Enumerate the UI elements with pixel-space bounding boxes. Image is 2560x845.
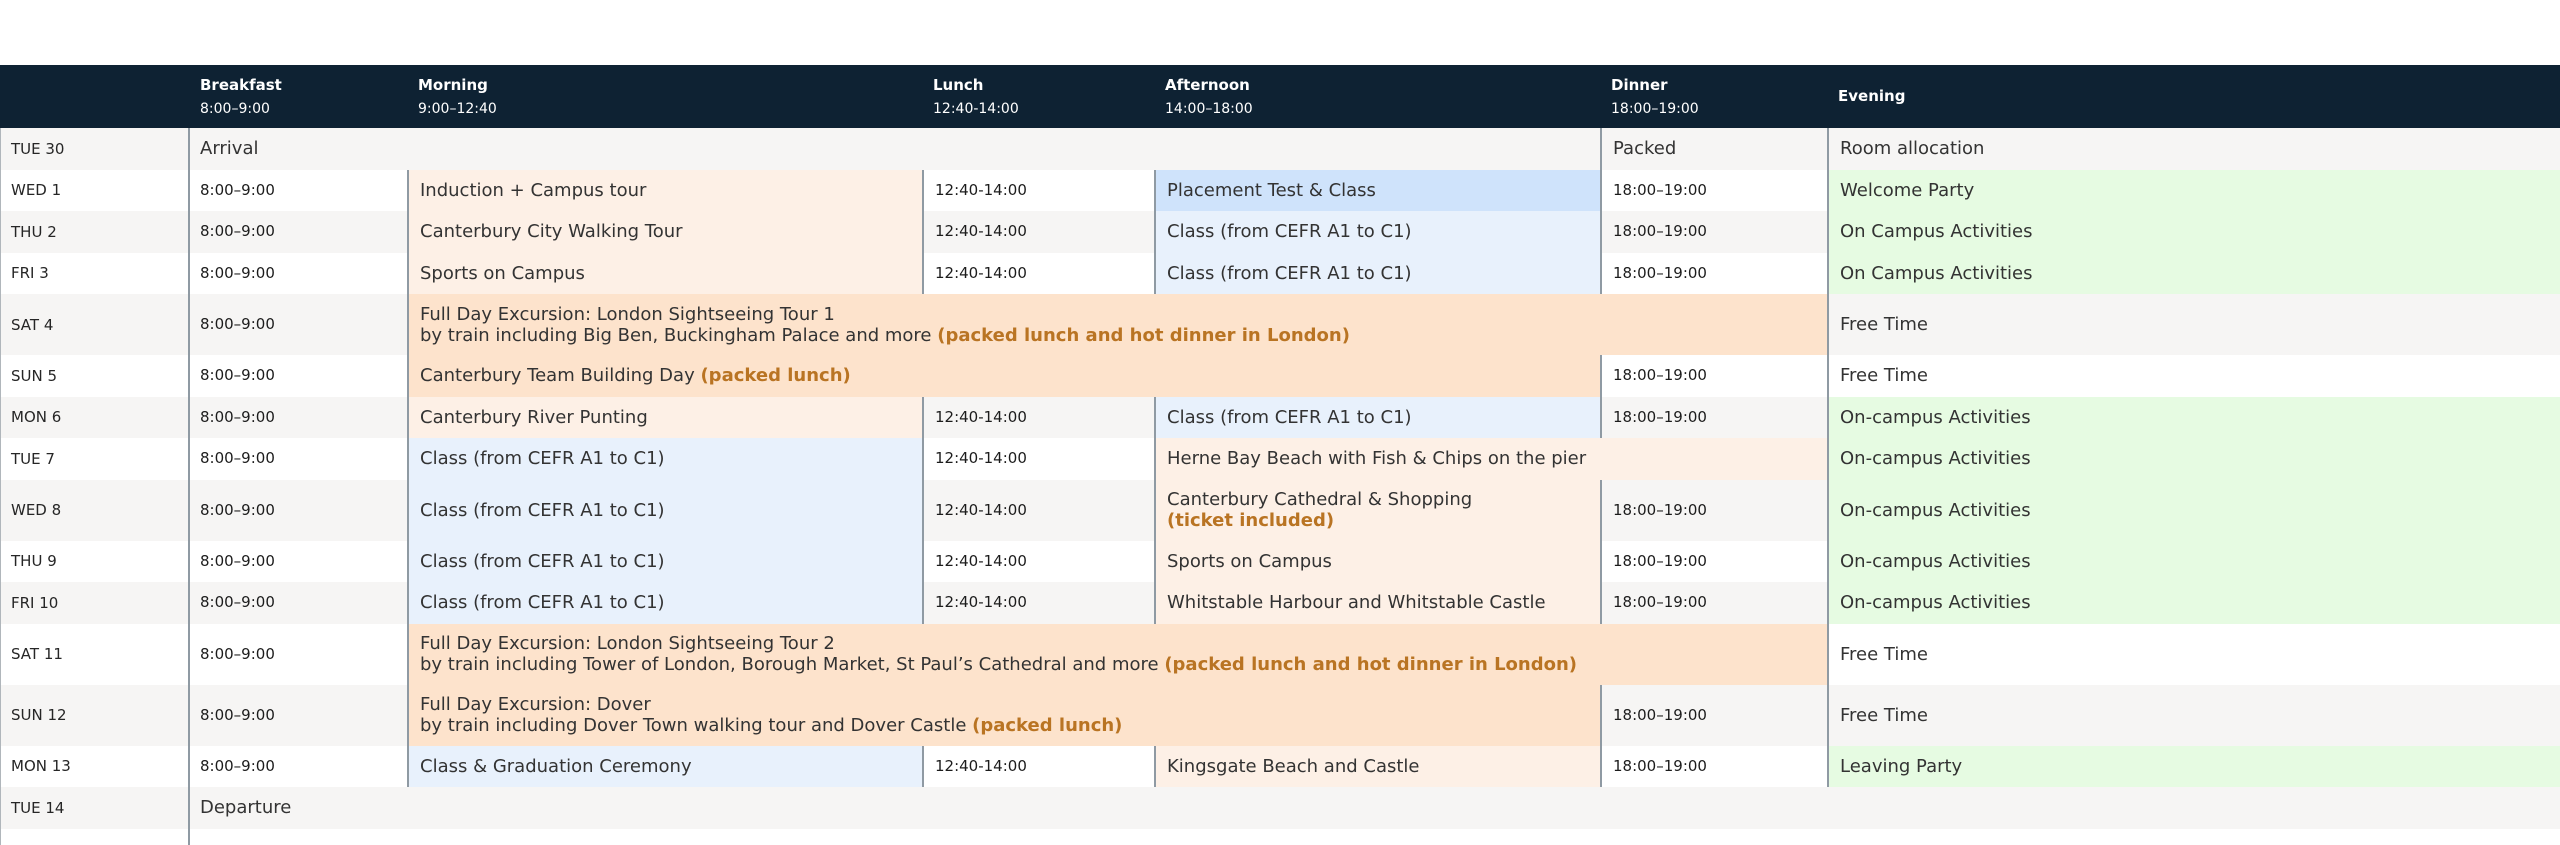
cell-text-second xyxy=(420,654,1827,675)
cell-highlight: (packed lunch and hot dinner in London) xyxy=(937,324,1350,346)
cell-text xyxy=(935,263,1154,284)
cell-text xyxy=(200,263,407,284)
cell-highlight: (packed lunch) xyxy=(700,365,851,387)
activity-cell xyxy=(1827,211,2560,253)
time-cell xyxy=(922,170,1154,212)
activity-cell xyxy=(1827,480,2560,541)
cell-text-main: 8:00–9:00 xyxy=(200,644,275,663)
cell-text xyxy=(200,407,407,428)
activity-cell xyxy=(1827,746,2560,788)
table-row xyxy=(0,787,2560,829)
cell-text xyxy=(1167,407,1600,428)
day-label: MON 6 xyxy=(11,408,62,427)
cell-text xyxy=(200,705,407,726)
cell-text xyxy=(1613,500,1827,521)
activity-cell xyxy=(407,294,1827,355)
cell-text xyxy=(200,797,2560,818)
time-cell xyxy=(1600,355,1827,397)
cell-text xyxy=(1840,365,2560,386)
cell-text-second xyxy=(420,325,1827,346)
cell-text-main: Herne Bay Beach with Fish & Chips on the pier xyxy=(1167,448,1587,470)
cell-text xyxy=(1840,263,2560,284)
time-cell xyxy=(189,253,407,295)
cell-text-main: 8:00–9:00 xyxy=(200,551,275,570)
header-col-lunch xyxy=(933,65,1154,128)
table-row xyxy=(0,624,2560,685)
cell-text-detail: by train including Dover Town walking tour and Dover Castle xyxy=(420,715,973,736)
cell-text-main: Full Day Excursion: London Sightseeing Tour 1 xyxy=(420,303,835,325)
activity-cell xyxy=(407,170,922,212)
table-left-border xyxy=(0,128,1,845)
time-cell xyxy=(1600,211,1827,253)
cell-text-main: Canterbury Cathedral & Shopping xyxy=(1167,489,1473,510)
time-cell xyxy=(922,541,1154,583)
cell-text xyxy=(1613,180,1827,201)
table-row xyxy=(0,253,2560,295)
cell-text-main: Arrival xyxy=(200,138,259,160)
cell-text-main: On-campus Activities xyxy=(1840,406,2031,428)
time-cell xyxy=(922,438,1154,480)
cell-text-main: Class & Graduation Ceremony xyxy=(420,755,692,777)
cell-text-second xyxy=(420,715,1600,736)
activity-cell xyxy=(407,211,922,253)
cell-text xyxy=(420,448,922,469)
activity-cell xyxy=(407,541,922,583)
activity-cell xyxy=(407,355,1600,397)
activity-cell xyxy=(189,128,1600,170)
activity-cell xyxy=(1827,355,2560,397)
cell-text-main: On-campus Activities xyxy=(1840,592,2031,614)
cell-text-main: Room allocation xyxy=(1840,138,1985,160)
cell-text xyxy=(1613,263,1827,284)
day-column-divider xyxy=(188,128,190,845)
cell-text-main: Sports on Campus xyxy=(420,262,585,284)
time-cell xyxy=(922,480,1154,541)
cell-text-main: Class (from CEFR A1 to C1) xyxy=(1167,406,1412,428)
activity-cell xyxy=(1154,170,1600,212)
cell-text-main: On-campus Activities xyxy=(1840,448,2031,470)
cell-text xyxy=(1840,407,2560,428)
cell-text-main: On Campus Activities xyxy=(1840,221,2033,243)
cell-text xyxy=(1840,705,2560,726)
cell-text-main: Canterbury City Walking Tour xyxy=(420,221,683,243)
day-label: WED 8 xyxy=(11,501,62,519)
day-label: THU 9 xyxy=(11,552,57,571)
cell-text xyxy=(420,304,1827,325)
cell-text-main: Class (from CEFR A1 to C1) xyxy=(420,448,665,470)
cell-text-main: 8:00–9:00 xyxy=(200,593,275,612)
header-col-dinner xyxy=(1611,65,1827,128)
activity-cell xyxy=(407,685,1600,746)
table-row xyxy=(0,480,2560,541)
cell-text-main: Whitstable Harbour and Whitstable Castle xyxy=(1167,592,1546,614)
activity-cell xyxy=(1827,685,2560,746)
cell-text-main: Free Time xyxy=(1840,704,1928,726)
header-title: Dinner xyxy=(1611,76,1668,94)
cell-text-main: 12:40-14:00 xyxy=(935,500,1027,519)
cell-highlight: (ticket included) xyxy=(1167,510,1335,531)
cell-text-main: Welcome Party xyxy=(1840,179,1975,201)
cell-text-main: Canterbury Team Building Day xyxy=(420,365,701,387)
time-cell xyxy=(189,480,407,541)
cell-text xyxy=(1167,448,1827,469)
cell-text-main: Leaving Party xyxy=(1840,755,1963,777)
cell-text xyxy=(200,644,407,665)
cell-text-main: 18:00–19:00 xyxy=(1613,705,1707,724)
time-cell xyxy=(189,211,407,253)
cell-text xyxy=(1840,756,2560,777)
cell-text xyxy=(1613,705,1827,726)
table-row xyxy=(0,438,2560,480)
header-title: Morning xyxy=(418,76,488,94)
day-label: FRI 3 xyxy=(11,264,49,283)
cell-text xyxy=(1167,592,1600,613)
day-label: SUN 5 xyxy=(11,366,58,385)
cell-text-main: 8:00–9:00 xyxy=(200,180,275,199)
cell-text xyxy=(200,365,407,386)
cell-text xyxy=(420,633,1827,654)
cell-text-main: 12:40-14:00 xyxy=(935,407,1027,426)
time-cell xyxy=(1600,582,1827,624)
cell-text-main: Class (from CEFR A1 to C1) xyxy=(1167,221,1412,243)
cell-text xyxy=(1613,551,1827,572)
cell-text-main: 8:00–9:00 xyxy=(200,756,275,775)
day-label: SAT 11 xyxy=(11,645,63,663)
cell-text-main: Class (from CEFR A1 to C1) xyxy=(420,592,665,614)
cell-text xyxy=(420,756,922,777)
activity-cell xyxy=(1827,582,2560,624)
cell-text xyxy=(1613,756,1827,777)
time-cell xyxy=(189,294,407,355)
cell-text-main: Free Time xyxy=(1840,314,1928,335)
day-label: MON 13 xyxy=(11,757,71,776)
time-cell xyxy=(189,685,407,746)
cell-text-main: 18:00–19:00 xyxy=(1613,551,1707,570)
cell-text xyxy=(420,500,922,521)
activity-cell xyxy=(407,582,922,624)
cell-text xyxy=(1840,500,2560,521)
activity-cell xyxy=(407,397,922,439)
time-cell xyxy=(1600,170,1827,212)
cell-text-main: 18:00–19:00 xyxy=(1613,593,1707,612)
header-col-morning xyxy=(418,65,922,128)
cell-text-main: Departure xyxy=(200,797,292,819)
activity-cell xyxy=(1154,480,1600,541)
cell-text xyxy=(200,592,407,613)
table-row xyxy=(0,294,2560,355)
activity-cell xyxy=(1154,746,1600,788)
cell-text xyxy=(420,407,922,428)
header-col-evening xyxy=(1838,65,2560,128)
header-col-day xyxy=(11,65,189,128)
cell-text xyxy=(420,551,922,572)
activity-cell xyxy=(1827,253,2560,295)
day-label: SUN 12 xyxy=(11,706,67,724)
cell-text xyxy=(200,138,1600,159)
cell-text-main: 8:00–9:00 xyxy=(200,315,275,333)
cell-text xyxy=(420,263,922,284)
activity-cell xyxy=(1600,128,1827,170)
activity-cell xyxy=(1827,128,2560,170)
cell-text xyxy=(1840,644,2560,665)
day-label: TUE 14 xyxy=(11,798,65,817)
cell-highlight: (packed lunch and hot dinner in London) xyxy=(1164,654,1578,675)
cell-text xyxy=(935,180,1154,201)
header-title: Evening xyxy=(1838,87,1906,105)
cell-text xyxy=(1840,551,2560,572)
cell-text xyxy=(420,592,922,613)
header-title: Afternoon xyxy=(1165,76,1250,94)
activity-cell xyxy=(407,624,1827,685)
time-cell xyxy=(1600,746,1827,788)
activity-cell xyxy=(407,480,922,541)
cell-text xyxy=(1167,489,1600,510)
cell-text xyxy=(420,365,1600,386)
cell-text-main: 8:00–9:00 xyxy=(200,500,275,519)
header-time: 14:00–18:00 xyxy=(1165,101,1253,117)
header-title: Breakfast xyxy=(200,76,282,94)
cell-text-main: Full Day Excursion: London Sightseeing Tour 2 xyxy=(420,633,835,654)
day-label: THU 2 xyxy=(11,222,57,241)
cell-text-main: 8:00–9:00 xyxy=(200,705,275,724)
table-row xyxy=(0,685,2560,746)
cell-text xyxy=(935,407,1154,428)
time-cell xyxy=(922,253,1154,295)
cell-text-main: 18:00–19:00 xyxy=(1613,756,1707,775)
cell-text-main: 18:00–19:00 xyxy=(1613,407,1707,426)
cell-text-main: Induction + Campus tour xyxy=(420,179,647,201)
activity-cell xyxy=(1827,438,2560,480)
activity-cell xyxy=(189,787,2560,829)
time-cell xyxy=(189,746,407,788)
cell-text xyxy=(1613,365,1827,386)
cell-text xyxy=(935,500,1154,521)
cell-text xyxy=(1840,448,2560,469)
cell-text-main: 18:00–19:00 xyxy=(1613,180,1707,199)
cell-text xyxy=(935,592,1154,613)
header-time: 12:40-14:00 xyxy=(933,101,1019,117)
cell-text xyxy=(1613,592,1827,613)
time-cell xyxy=(1600,480,1827,541)
cell-text-main: 12:40-14:00 xyxy=(935,593,1027,612)
cell-text xyxy=(1840,221,2560,242)
table-row xyxy=(0,397,2560,439)
table-row xyxy=(0,746,2560,788)
cell-text xyxy=(1840,180,2560,201)
time-cell xyxy=(189,355,407,397)
cell-text xyxy=(1167,263,1600,284)
schedule-table xyxy=(0,65,2560,845)
header-col-breakfast xyxy=(200,65,407,128)
table-row xyxy=(0,170,2560,212)
header-time: 9:00–12:40 xyxy=(418,101,497,117)
cell-text xyxy=(1167,756,1600,777)
day-label: TUE 7 xyxy=(11,449,55,468)
activity-cell xyxy=(1827,541,2560,583)
activity-cell xyxy=(1154,397,1600,439)
cell-text-main: Sports on Campus xyxy=(1167,550,1332,572)
cell-text-main: 12:40-14:00 xyxy=(935,756,1027,775)
activity-cell xyxy=(407,253,922,295)
cell-text-main: Class (from CEFR A1 to C1) xyxy=(1167,262,1412,284)
day-label: TUE 30 xyxy=(11,139,65,158)
cell-highlight: (packed lunch) xyxy=(972,715,1123,736)
cell-text-main: Class (from CEFR A1 to C1) xyxy=(420,499,665,521)
cell-text xyxy=(1167,551,1600,572)
cell-text-main: 18:00–19:00 xyxy=(1613,500,1707,519)
time-cell xyxy=(189,624,407,685)
cell-text-main: Canterbury River Punting xyxy=(420,406,648,428)
time-cell xyxy=(189,582,407,624)
cell-text-main: Kingsgate Beach and Castle xyxy=(1167,755,1420,777)
cell-text xyxy=(200,551,407,572)
activity-cell xyxy=(1154,438,1827,480)
time-cell xyxy=(189,541,407,583)
cell-text-main: Free Time xyxy=(1840,643,1928,665)
cell-text xyxy=(1167,221,1600,242)
time-cell xyxy=(189,438,407,480)
cell-text xyxy=(1613,407,1827,428)
time-cell xyxy=(1600,685,1827,746)
table-row xyxy=(0,541,2560,583)
cell-text xyxy=(200,448,407,469)
activity-cell xyxy=(1154,211,1600,253)
cell-text-detail: by train including Tower of London, Borough Market, St Paul’s Cathedral and more xyxy=(420,654,1165,675)
cell-text-main: 12:40-14:00 xyxy=(935,449,1027,468)
table-row xyxy=(0,211,2560,253)
activity-cell xyxy=(1154,582,1600,624)
day-label: WED 1 xyxy=(11,181,62,200)
cell-text-detail: by train including Big Ben, Buckingham Palace and more xyxy=(420,324,938,346)
cell-text-main: On-campus Activities xyxy=(1840,550,2031,572)
cell-text-main: 8:00–9:00 xyxy=(200,366,275,385)
cell-text-main: 12:40-14:00 xyxy=(935,551,1027,570)
cell-text xyxy=(935,221,1154,242)
cell-text-main: 8:00–9:00 xyxy=(200,222,275,241)
cell-text-main: 18:00–19:00 xyxy=(1613,263,1707,282)
cell-text-main: Packed xyxy=(1613,138,1677,160)
cell-text-main: 8:00–9:00 xyxy=(200,407,275,426)
cell-text-main: Free Time xyxy=(1840,365,1928,387)
cell-text xyxy=(1167,180,1600,201)
cell-text xyxy=(1840,592,2560,613)
cell-text-main: Class (from CEFR A1 to C1) xyxy=(420,550,665,572)
cell-text xyxy=(420,180,922,201)
cell-text xyxy=(1840,138,2560,159)
cell-text-main: On-campus Activities xyxy=(1840,499,2031,521)
day-label: FRI 10 xyxy=(11,593,59,612)
cell-text-main: Full Day Excursion: Dover xyxy=(420,694,651,715)
time-cell xyxy=(1600,397,1827,439)
activity-cell xyxy=(1827,624,2560,685)
cell-text-main: 18:00–19:00 xyxy=(1613,222,1707,241)
activity-cell xyxy=(1154,541,1600,583)
cell-text xyxy=(200,180,407,201)
activity-cell xyxy=(1827,397,2560,439)
activity-cell xyxy=(1827,170,2560,212)
cell-text xyxy=(935,756,1154,777)
header-time: 18:00–19:00 xyxy=(1611,101,1699,117)
activity-cell xyxy=(407,438,922,480)
cell-text xyxy=(935,448,1154,469)
cell-text xyxy=(420,694,1600,715)
day-label: SAT 4 xyxy=(11,315,54,334)
time-cell xyxy=(922,582,1154,624)
cell-text xyxy=(420,221,922,242)
cell-text xyxy=(1613,221,1827,242)
cell-text xyxy=(935,551,1154,572)
activity-cell xyxy=(1827,294,2560,355)
cell-text-main: 8:00–9:00 xyxy=(200,263,275,282)
time-cell xyxy=(189,397,407,439)
table-header xyxy=(0,65,2560,128)
cell-text-main: On Campus Activities xyxy=(1840,262,2033,284)
cell-text-main: 12:40-14:00 xyxy=(935,180,1027,199)
header-time: 8:00–9:00 xyxy=(200,101,270,117)
table-row xyxy=(0,128,2560,170)
cell-text-main: 8:00–9:00 xyxy=(200,449,275,468)
time-cell xyxy=(1600,253,1827,295)
activity-cell xyxy=(1154,253,1600,295)
cell-text xyxy=(200,500,407,521)
time-cell xyxy=(189,170,407,212)
cell-text xyxy=(200,314,407,335)
activity-cell xyxy=(407,746,922,788)
cell-text xyxy=(1840,314,2560,335)
cell-text xyxy=(200,221,407,242)
cell-text-main: 12:40-14:00 xyxy=(935,222,1027,241)
time-cell xyxy=(1600,541,1827,583)
cell-text xyxy=(200,756,407,777)
cell-text-main: 12:40-14:00 xyxy=(935,263,1027,282)
table-row xyxy=(0,355,2560,397)
time-cell xyxy=(922,397,1154,439)
time-cell xyxy=(922,746,1154,788)
table-row xyxy=(0,582,2560,624)
cell-text xyxy=(1613,138,1827,159)
cell-text-main: Placement Test & Class xyxy=(1167,179,1376,201)
header-col-afternoon xyxy=(1165,65,1600,128)
time-cell xyxy=(922,211,1154,253)
cell-text-main: 18:00–19:00 xyxy=(1613,366,1707,385)
header-title: Lunch xyxy=(933,76,984,94)
